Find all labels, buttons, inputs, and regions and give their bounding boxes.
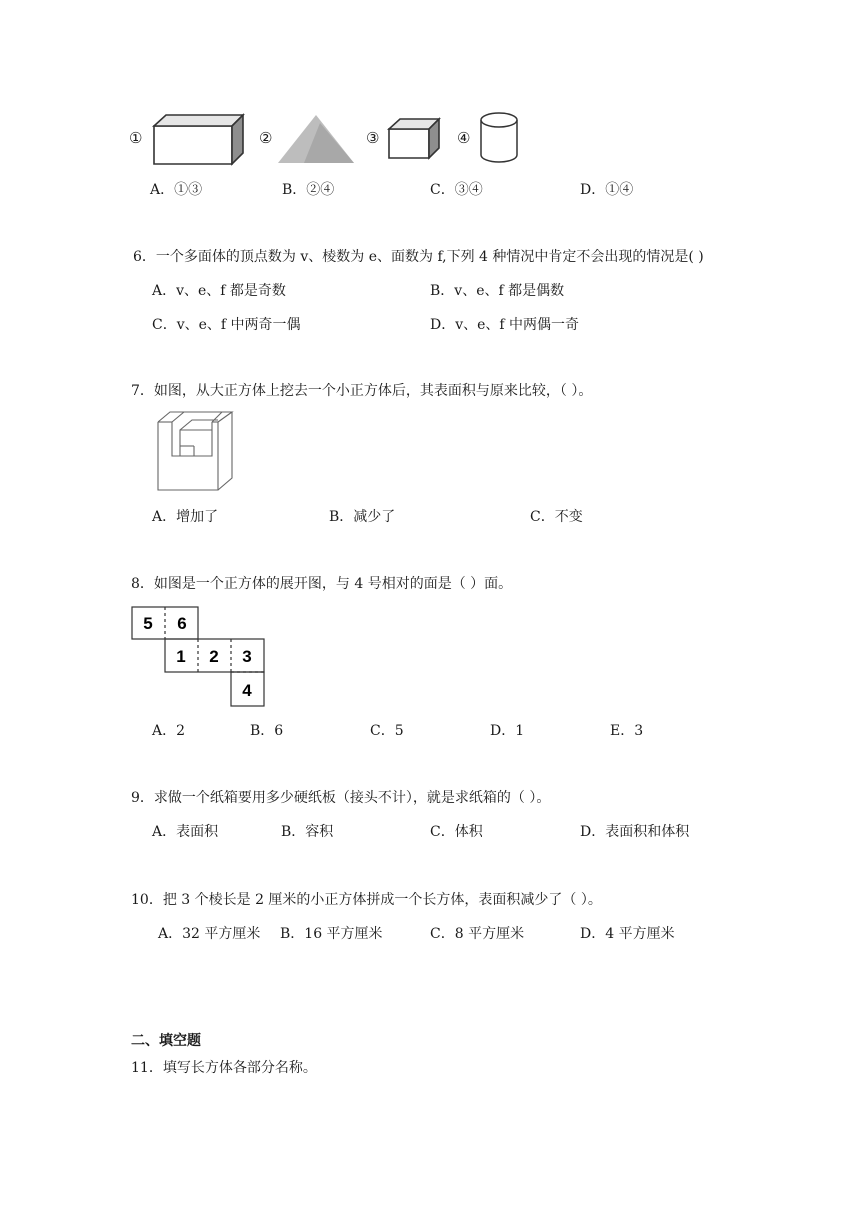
q11-stem: 11．填写长方体各部分名称。: [131, 1060, 317, 1076]
q8-option-c[interactable]: C．5: [370, 723, 404, 739]
shape-label-1: ①: [129, 129, 143, 147]
net-cell-5: 5: [143, 614, 153, 633]
shape-label-2: ②: [259, 129, 273, 147]
q7-option-b[interactable]: B．减少了: [329, 509, 396, 525]
q7-stem: 7．如图，从大正方体上挖去一个小正方体后，其表面积与原来比较，（ ）。: [131, 383, 593, 399]
q9-option-a[interactable]: A．表面积: [152, 824, 219, 840]
net-cell-3: 3: [242, 647, 252, 666]
q8-option-b[interactable]: B．6: [250, 723, 284, 739]
q6-option-c[interactable]: C．v、e、f 中两奇一偶: [152, 317, 301, 333]
q8-option-a[interactable]: A．2: [152, 723, 186, 739]
q5-option-d[interactable]: D．①④: [580, 182, 634, 198]
net-cell-6: 6: [177, 614, 187, 633]
net-cell-2: 2: [209, 647, 219, 666]
q9-option-b[interactable]: B．容积: [281, 824, 334, 840]
cube-with-notch-figure: [156, 410, 236, 492]
q6-option-a[interactable]: A．v、e、f 都是奇数: [152, 283, 286, 299]
cube-net-figure: [131, 606, 265, 707]
q5-option-a[interactable]: A．①③: [150, 182, 203, 198]
q5-option-b[interactable]: B．②④: [282, 182, 335, 198]
q10-option-d[interactable]: D．4 平方厘米: [580, 926, 675, 942]
shape-label-4: ④: [457, 129, 471, 147]
q9-option-d[interactable]: D．表面积和体积: [580, 824, 690, 840]
q8-option-d[interactable]: D．1: [490, 723, 525, 739]
shape-label-3: ③: [366, 129, 380, 147]
q9-stem: 9．求做一个纸箱要用多少硬纸板（接头不计），就是求纸箱的（ ）。: [131, 790, 551, 806]
q6-option-b[interactable]: B．v、e、f 都是偶数: [430, 283, 565, 299]
q10-option-b[interactable]: B．16 平方厘米: [280, 926, 383, 942]
net-cell-4: 4: [242, 681, 252, 700]
q7-option-c[interactable]: C．不变: [530, 509, 583, 525]
net-cell-1: 1: [176, 647, 186, 666]
q10-option-a[interactable]: A．32 平方厘米: [158, 926, 261, 942]
cuboid-figure: [150, 112, 245, 168]
section-heading: 二、填空题: [131, 1033, 201, 1049]
q5-option-c[interactable]: C．③④: [430, 182, 483, 198]
q10-option-c[interactable]: C．8 平方厘米: [430, 926, 525, 942]
q6-stem: 6．一个多面体的顶点数为 v、棱数为 e、面数为 f,下列 4 种情况中肯定不会出现的情况是( ): [133, 249, 704, 265]
q7-option-a[interactable]: A．增加了: [152, 509, 219, 525]
q6-option-d[interactable]: D．v、e、f 中两偶一奇: [430, 317, 580, 333]
q10-stem: 10．把 3 个棱长是 2 厘米的小正方体拼成一个长方体，表面积减少了（ ）。: [131, 892, 602, 908]
q9-option-c[interactable]: C．体积: [430, 824, 483, 840]
cylinder-figure: [478, 110, 520, 165]
q8-stem: 8．如图是一个正方体的展开图，与 4 号相对的面是（ ）面。: [131, 576, 513, 592]
cube-figure: [386, 117, 442, 161]
prism-figure: [276, 113, 356, 165]
q8-option-e[interactable]: E．3: [610, 723, 644, 739]
